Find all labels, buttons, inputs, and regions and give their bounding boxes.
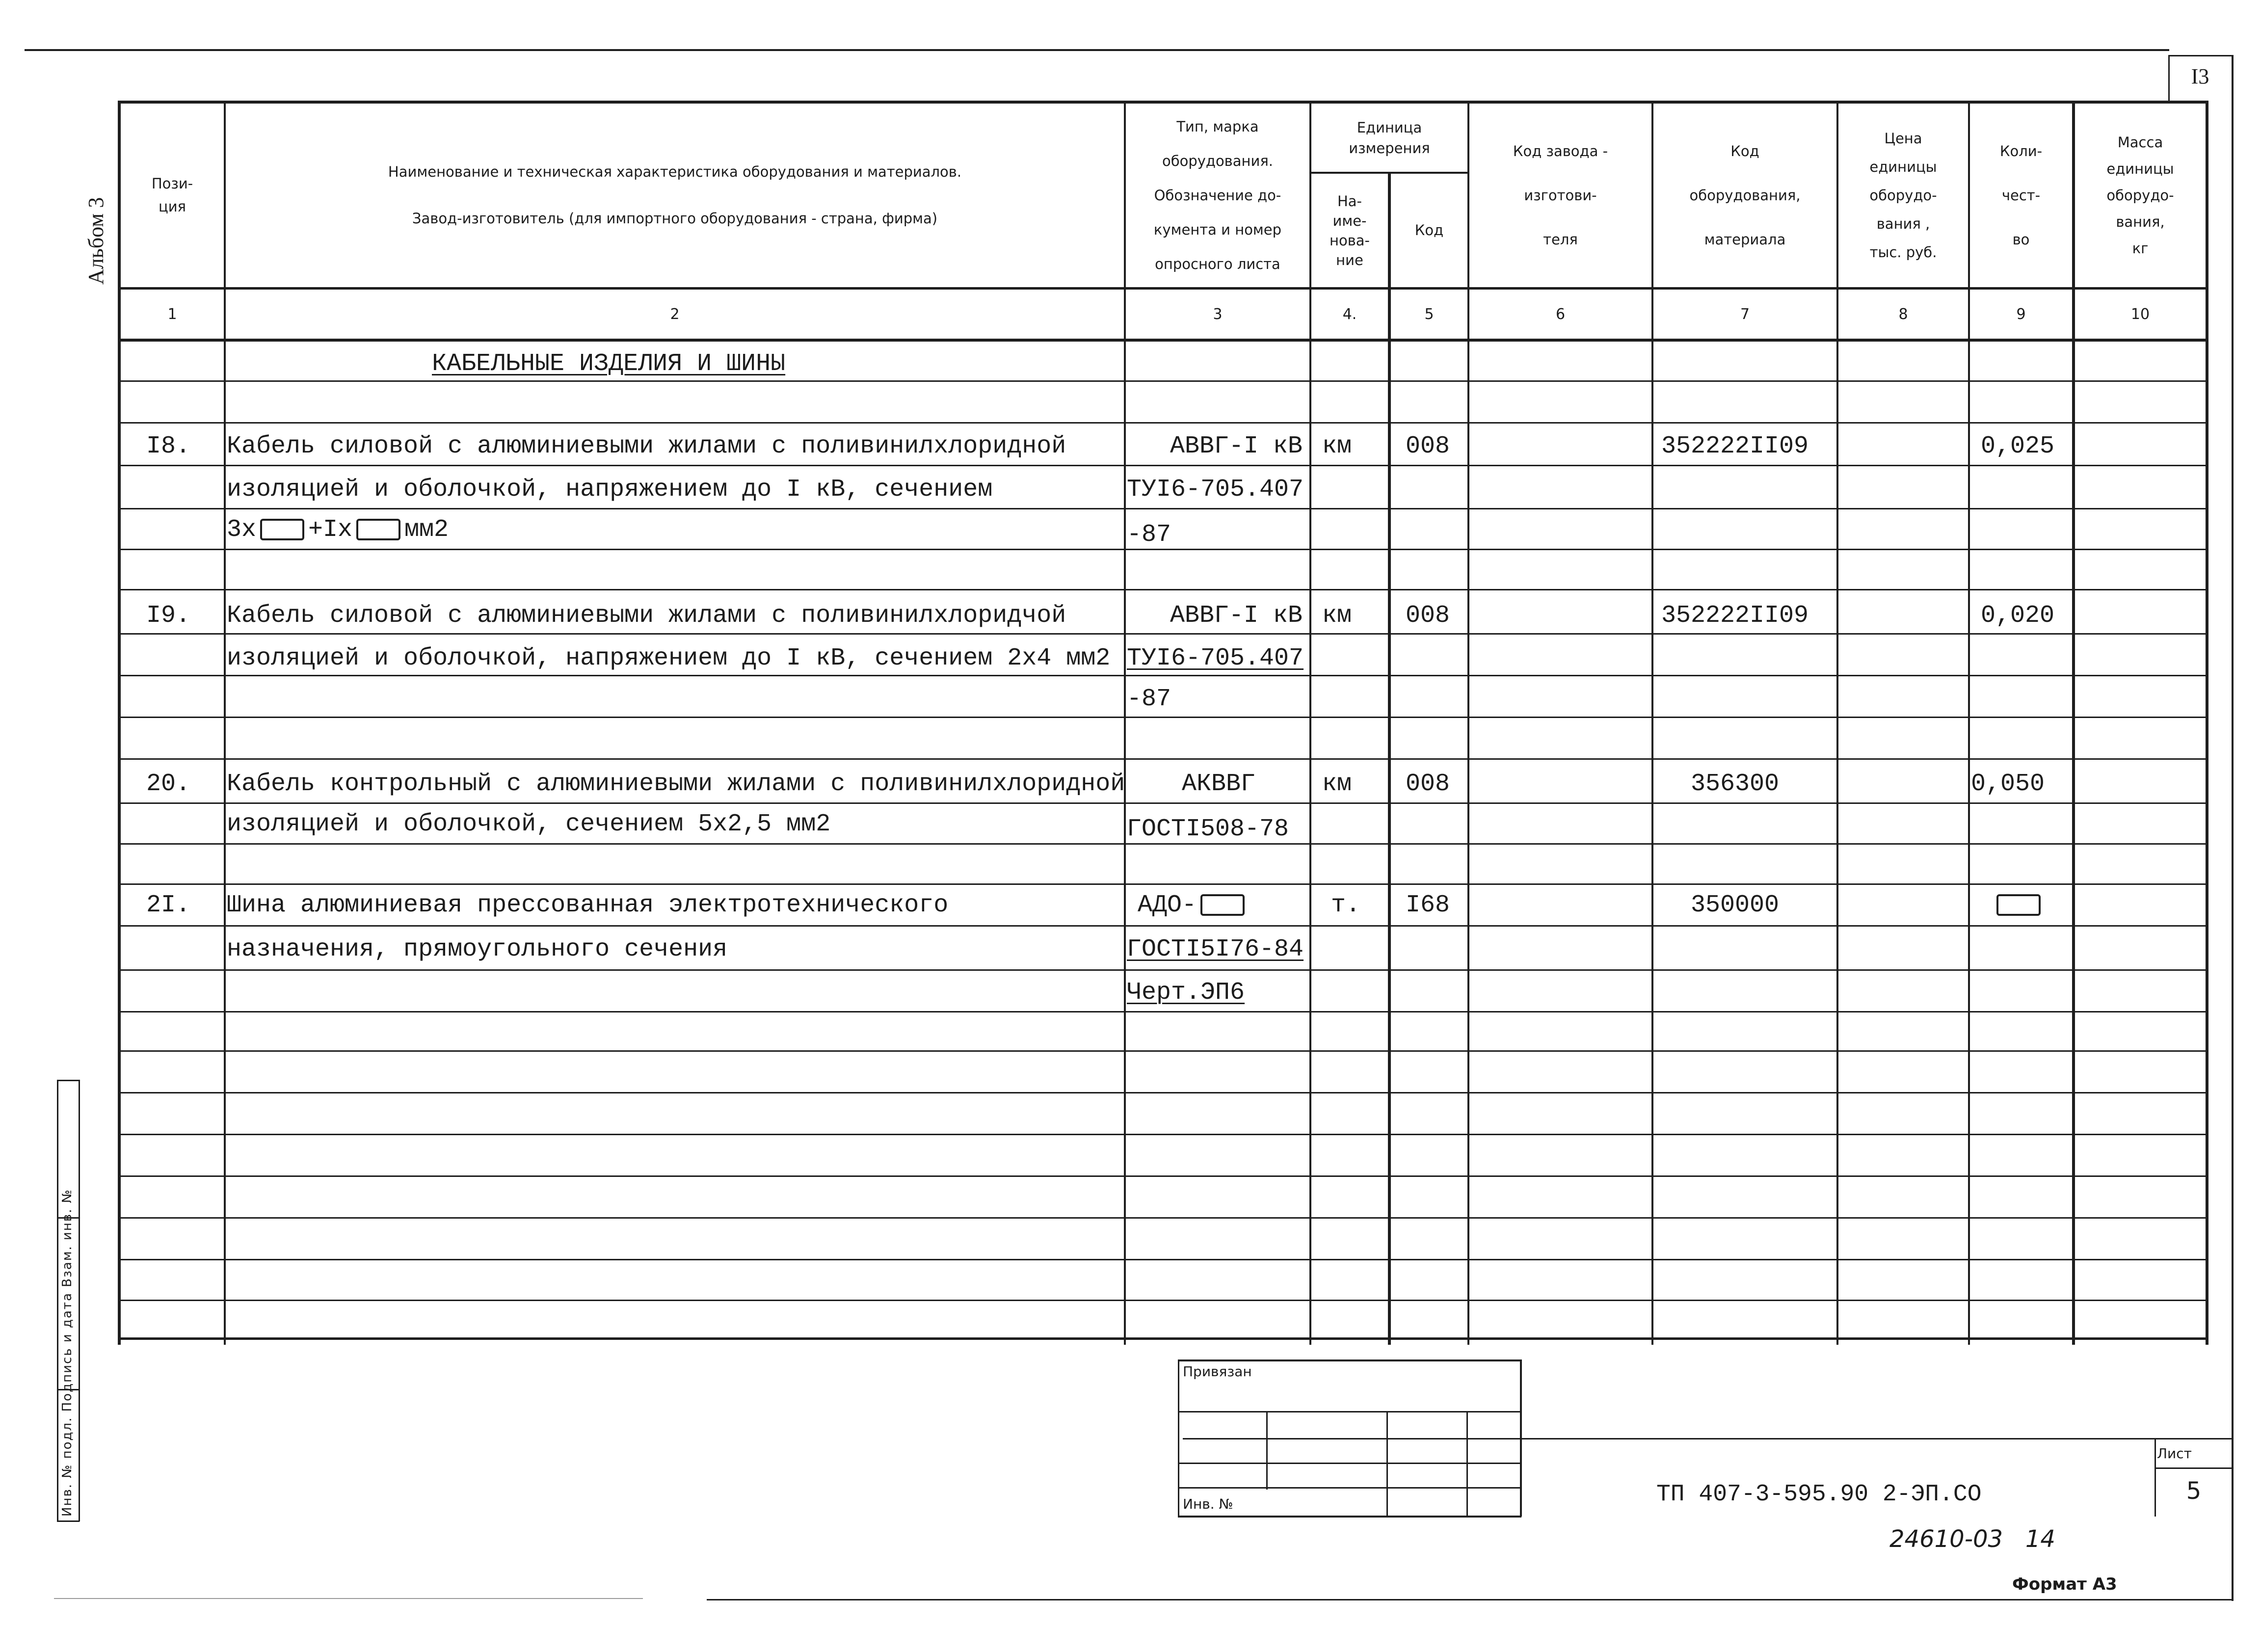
stamp-labels: Инв. № подл. Подпись и дата Взам. инв. № xyxy=(60,1189,75,1517)
row-position: 2I. xyxy=(146,891,191,919)
row-equipment-code: 352222II09 xyxy=(1661,432,1809,460)
row-description-line: изоляцией и оболочкой, сечением 5х2,5 мм2 xyxy=(227,810,831,838)
type-prefix: АДО- xyxy=(1138,891,1197,919)
row-type-doc: ГОСТI508-78 xyxy=(1127,815,1289,843)
header-factory-code: Код завода - изготови- теля xyxy=(1513,143,1608,248)
row-unit-code: 008 xyxy=(1406,432,1450,460)
row-quantity: 0,020 xyxy=(1981,602,2055,630)
row-unit: км xyxy=(1322,602,1352,630)
row-type-doc: ТУI6-705.407 xyxy=(1127,644,1304,672)
format-label: Формат А3 xyxy=(2012,1574,2117,1594)
row-unit-code: 008 xyxy=(1406,770,1450,798)
header-equipment-code: Код оборудования, материала xyxy=(1689,143,1801,248)
row-unit: т. xyxy=(1331,891,1361,919)
header-price: Цена единицы оборудо- вания , тыс. руб. xyxy=(1869,130,1937,261)
row-position: I8. xyxy=(146,432,191,460)
header-unit-group: Единица измерения xyxy=(1349,119,1430,157)
row-unit-code: I68 xyxy=(1406,891,1450,919)
top-rule xyxy=(25,49,2169,51)
row-type: АВВГ-I кВ xyxy=(1170,602,1303,630)
row-equipment-code: 356300 xyxy=(1691,770,1780,798)
col-num-6: 6 xyxy=(1555,305,1566,323)
row-type-doc: -87 xyxy=(1127,685,1171,713)
row-description-line: Кабель силовой с алюминиевыми жилами с поливинилхлоридной xyxy=(227,432,1066,460)
row-unit: км xyxy=(1322,770,1352,798)
row-type-doc: ТУI6-705.407 xyxy=(1127,476,1304,504)
row-equipment-code: 350000 xyxy=(1691,891,1780,919)
bottom-left-dash xyxy=(54,1598,643,1599)
header-name: Наименование и техническая характеристика оборудования и материалов. Завод-изготовитель (для импортного оборудования - страна, фирма) xyxy=(388,163,962,227)
header-unit-name: На- име- нова- ние xyxy=(1329,192,1370,268)
handwritten-number: 24610-03 14 xyxy=(1889,1525,2055,1553)
row-position: I9. xyxy=(146,602,191,630)
header-unit-code: Код xyxy=(1414,222,1444,239)
row-description-line: изоляцией и оболочкой, напряжением до I кВ, сечением 2х4 мм2 xyxy=(227,644,1111,672)
section-unit: мм2 xyxy=(404,516,449,544)
row-equipment-code: 352222II09 xyxy=(1661,602,1809,630)
col-num-10: 10 xyxy=(2130,305,2150,323)
row-type-doc: Черт.ЭП6 xyxy=(1127,979,1245,1007)
col-num-9: 9 xyxy=(2016,305,2026,323)
col-num-5: 5 xyxy=(1424,305,1434,323)
row-quantity xyxy=(1993,891,2045,920)
header-mass: Масса единицы оборудо- вания, кг xyxy=(2106,134,2174,257)
col-num-3: 3 xyxy=(1213,305,1223,323)
row-description-line: Шина алюминиевая прессованная электротехнического xyxy=(227,891,949,919)
col-num-4: 4. xyxy=(1342,305,1357,323)
album-label: Альбом 3 xyxy=(84,197,108,285)
row-description-line: изоляцией и оболочкой, напряжением до I кВ, сечением xyxy=(227,476,993,504)
row-description-line xyxy=(227,515,449,545)
header-position: Пози- ция xyxy=(151,175,193,215)
col-num-1: 1 xyxy=(167,305,177,323)
row-description-line: назначения, прямоугольного сечения xyxy=(227,935,728,963)
document-code: ТП 407-3-595.90 2-ЭП.СО xyxy=(1656,1481,1982,1508)
col-num-7: 7 xyxy=(1740,305,1750,323)
col-num-8: 8 xyxy=(1898,305,1908,323)
row-type: АКВВГ xyxy=(1182,770,1256,798)
blank-field-box xyxy=(260,519,304,540)
right-frame-line xyxy=(2232,55,2234,1601)
blank-field-box xyxy=(356,519,400,540)
header-type: Тип, марка оборудования. Обозначение до- кумента и номер опросного листа xyxy=(1153,118,1282,272)
row-type-doc: ГОСТI5I76-84 xyxy=(1127,935,1304,963)
row-quantity: 0,050 xyxy=(1971,770,2045,798)
section-title: КАБЕЛЬНЫЕ ИЗДЕЛИЯ И ШИНЫ xyxy=(432,350,786,378)
header-quantity: Коли- чест- во xyxy=(1999,143,2043,248)
bottom-frame-line xyxy=(707,1599,2233,1600)
row-unit-code: 008 xyxy=(1406,602,1450,630)
sheet-value: 5 xyxy=(2186,1477,2202,1505)
row-type xyxy=(1138,891,1249,920)
inv-number-label: Инв. № xyxy=(1183,1496,1233,1512)
bound-label: Привязан xyxy=(1183,1363,1252,1380)
row-type-doc: -87 xyxy=(1127,521,1171,549)
row-description-line: Кабель контрольный с алюминиевыми жилами с поливинилхлоридной xyxy=(227,770,1125,798)
row-quantity: 0,025 xyxy=(1981,432,2055,460)
row-position: 20. xyxy=(146,770,191,798)
sheet-number: I3 xyxy=(2191,64,2209,88)
row-unit: км xyxy=(1322,432,1352,460)
row-type: АВВГ-I кВ xyxy=(1170,432,1303,460)
section-prefix: 3х xyxy=(227,516,257,544)
section-mid: +Iх xyxy=(308,516,353,544)
blank-field-box xyxy=(1996,894,2041,916)
col-num-2: 2 xyxy=(670,305,680,323)
blank-field-box xyxy=(1200,894,1245,916)
sheet-label: Лист xyxy=(2157,1445,2192,1462)
row-description-line: Кабель силовой с алюминиевыми жилами с поливинилхлоридчой xyxy=(227,602,1066,630)
